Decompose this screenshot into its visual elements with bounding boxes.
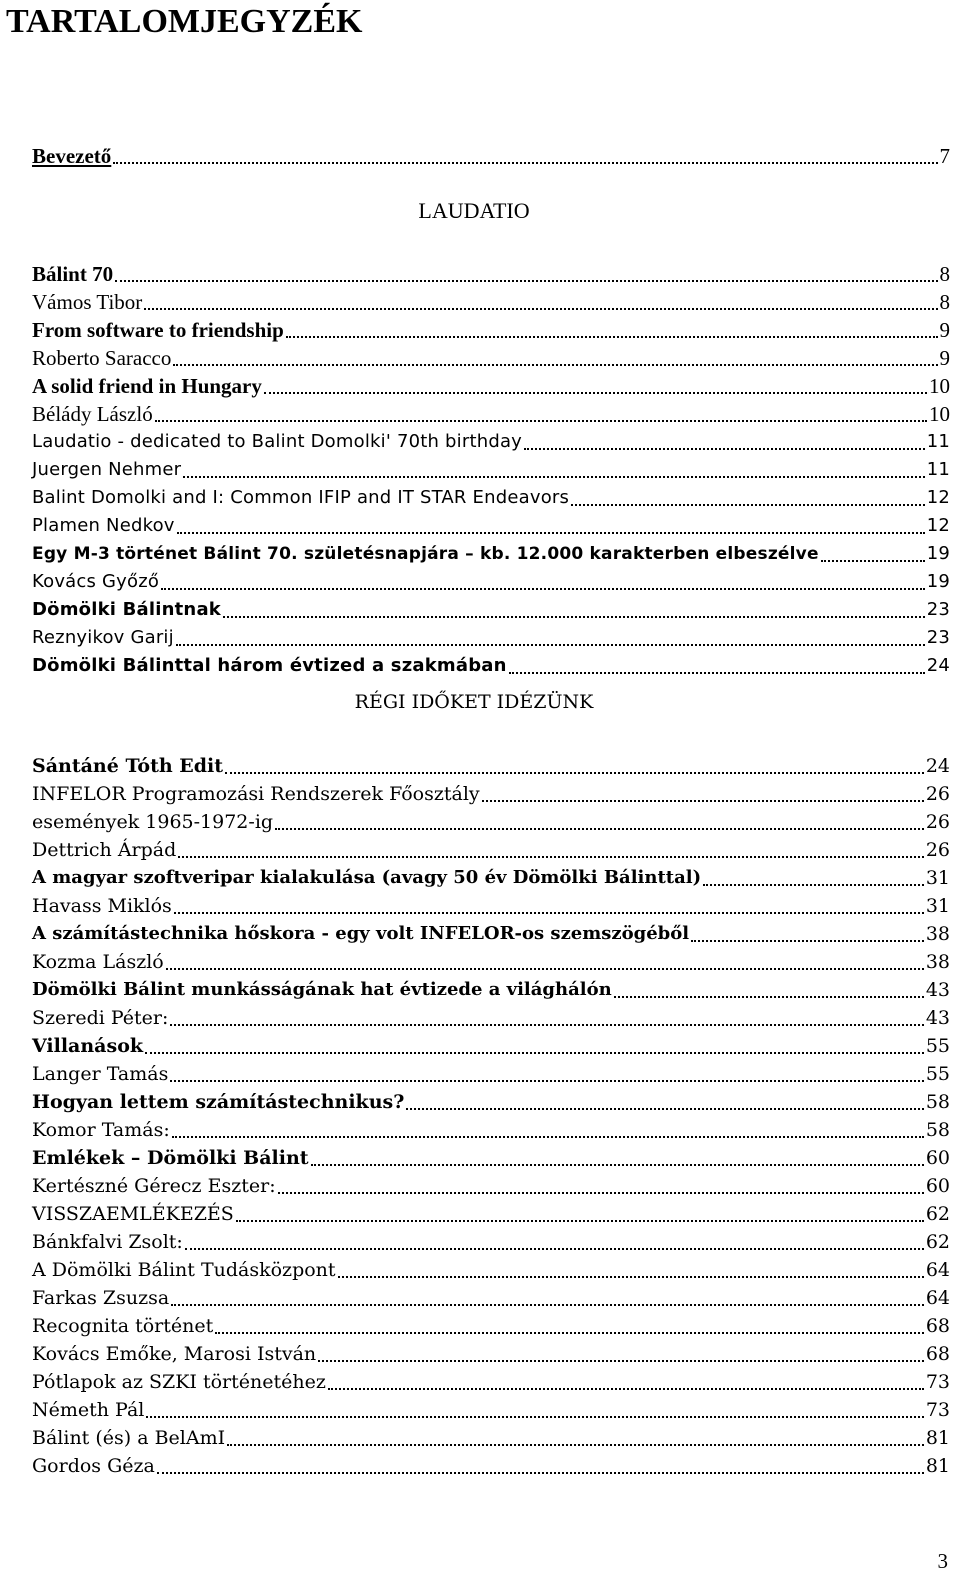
toc-entry-page: 68 (925, 1315, 950, 1337)
toc-entry-page: 12 (926, 515, 950, 536)
toc-entry-page: 73 (925, 1399, 950, 1421)
toc-entry-title: Sántáné Tóth Edit (32, 755, 224, 777)
toc-entry-title: Bélády László (32, 402, 153, 426)
dot-leader (170, 1080, 923, 1082)
toc-entry-title: Németh Pál (32, 1399, 145, 1421)
toc-entry-title: VISSZAEMLÉKEZÉS (32, 1203, 234, 1225)
toc-entry-title: Bálint 70 (32, 262, 114, 286)
dot-leader (172, 1136, 924, 1138)
toc-entry[interactable] (32, 1424, 950, 1452)
toc-entry-title: Villanások (32, 1035, 144, 1057)
toc-entry-page: 73 (925, 1371, 950, 1393)
toc-entry[interactable] (32, 920, 950, 948)
toc-entry-page: 68 (925, 1343, 950, 1365)
dot-leader (691, 940, 924, 942)
toc-entry-page: 12 (926, 487, 950, 508)
toc-entry[interactable] (32, 1368, 950, 1396)
toc-entry[interactable] (32, 1228, 950, 1256)
toc-entry-page: 81 (925, 1455, 950, 1477)
page-number: 3 (937, 1549, 948, 1573)
toc-entry[interactable] (32, 1200, 950, 1228)
toc-entry-page: 62 (925, 1203, 950, 1225)
toc-entry-intro[interactable] (32, 142, 950, 170)
toc-entry-title: Langer Tamás (32, 1063, 169, 1085)
toc-entry[interactable] (32, 568, 950, 596)
toc-entry-page: 64 (925, 1287, 950, 1309)
toc-entry[interactable] (32, 624, 950, 652)
dot-leader (155, 420, 927, 422)
toc-entry-title: A számítástechnika hőskora - egy volt INFELOR-os szemszögéből (32, 923, 690, 944)
dot-leader (178, 856, 924, 858)
toc-entry-page: 10 (929, 402, 950, 426)
toc-entry-title: INFELOR Programozási Rendszerek Főosztály (32, 783, 480, 805)
toc-entry-title: Pótlapok az SZKI történetéhez (32, 1371, 326, 1393)
toc-entry[interactable] (32, 1284, 950, 1312)
toc-entry[interactable] (32, 512, 950, 540)
toc-entry-page: 24 (926, 655, 950, 676)
toc-entry-page: 8 (939, 262, 950, 286)
toc-entry[interactable] (32, 892, 950, 920)
dot-leader (215, 1332, 924, 1334)
toc-entry[interactable] (32, 540, 950, 568)
section-heading-laudatio: LAUDATIO (418, 198, 530, 223)
toc-entry[interactable] (32, 1032, 950, 1060)
toc-entry-title: Komor Tamás: (32, 1119, 170, 1141)
toc-entry-page: 38 (925, 951, 950, 973)
toc-entry[interactable] (32, 1340, 950, 1368)
dot-leader (278, 1192, 924, 1194)
dot-leader (115, 280, 937, 282)
toc-entry-title: Reznyikov Garij (32, 627, 174, 648)
toc-entry[interactable] (32, 1452, 950, 1480)
toc-entry-title: From software to friendship (32, 318, 284, 342)
toc-entry[interactable] (32, 780, 950, 808)
dot-leader (223, 616, 925, 618)
toc-entry[interactable] (32, 456, 950, 484)
toc-entry-title: A solid friend in Hungary (32, 374, 262, 398)
toc-entry[interactable] (32, 948, 950, 976)
dot-leader (318, 1360, 924, 1362)
toc-entry[interactable] (32, 260, 950, 288)
toc-entry-title: Kovács Emőke, Marosi István (32, 1343, 317, 1365)
toc-entry-title: Balint Domolki and I: Common IFIP and IT STAR Endeavors (32, 487, 570, 508)
toc-entry-page: 26 (925, 783, 950, 805)
section-heading-regi: RÉGI IDŐKET IDÉZÜNK (354, 691, 594, 713)
toc-entry-page: 60 (925, 1175, 950, 1197)
toc-entry[interactable] (32, 1116, 950, 1144)
dot-leader (157, 1472, 924, 1474)
dot-leader (338, 1276, 924, 1278)
dot-leader (161, 588, 925, 590)
toc-entry[interactable] (32, 836, 950, 864)
toc-entry[interactable] (32, 288, 950, 316)
dot-leader (225, 772, 924, 774)
toc-entry[interactable] (32, 596, 950, 624)
dot-leader (571, 504, 925, 506)
toc-entry-page: 62 (925, 1231, 950, 1253)
dot-leader (145, 1052, 924, 1054)
dot-leader (406, 1108, 923, 1110)
toc-entry-page: 38 (925, 923, 950, 945)
toc-entry[interactable] (32, 752, 950, 780)
toc-entry-page: 8 (939, 290, 950, 314)
dot-leader (821, 560, 925, 562)
toc-entry-title: Gordos Géza (32, 1455, 155, 1477)
toc-entry-page: 23 (926, 627, 950, 648)
toc-entry-page: 55 (925, 1035, 950, 1057)
dot-leader (328, 1388, 924, 1390)
dot-leader (275, 828, 924, 830)
toc-entry-title: Dömölki Bálinttal három évtized a szakmában (32, 655, 507, 676)
dot-leader (170, 1024, 923, 1026)
dot-leader (264, 392, 927, 394)
toc-entry[interactable] (32, 1312, 950, 1340)
toc-entry-page: 24 (925, 755, 950, 777)
toc-entry-title: A magyar szoftveripar kialakulása (avagy 50 év Dömölki Bálinttal) (32, 867, 702, 888)
toc-entry-page: 64 (925, 1259, 950, 1281)
toc-entry-title: Bevezető (32, 144, 112, 168)
toc-entry[interactable] (32, 1256, 950, 1284)
toc-entry-title: Farkas Zsuzsa (32, 1287, 170, 1309)
toc-entry-page: 43 (925, 1007, 950, 1029)
dot-leader (146, 1416, 923, 1418)
toc-entry[interactable] (32, 1060, 950, 1088)
toc-entry-page: 58 (925, 1091, 950, 1113)
toc-entry-page: 9 (939, 318, 950, 342)
toc-entry-title: Bánkfalvi Zsolt: (32, 1231, 183, 1253)
dot-leader (176, 644, 925, 646)
toc-entry-page: 9 (939, 346, 950, 370)
dot-leader (166, 968, 924, 970)
toc-entry-page: 11 (926, 431, 950, 452)
toc-entry-title: Hogyan lettem számítástechnikus? (32, 1091, 405, 1113)
toc-entry-title: Kozma László (32, 951, 164, 973)
toc-entry-page: 43 (925, 979, 950, 1001)
toc-entry-title: Laudatio - dedicated to Balint Domolki' 70th birthday (32, 431, 523, 452)
dot-leader (174, 912, 924, 914)
toc-entry-page: 55 (925, 1063, 950, 1085)
toc-entry[interactable] (32, 808, 950, 836)
dot-leader (144, 308, 937, 310)
toc-entry-page: 58 (925, 1119, 950, 1141)
toc-entry[interactable] (32, 484, 950, 512)
toc-entry[interactable] (32, 976, 950, 1004)
dot-leader (614, 996, 924, 998)
toc-entry-title: Emlékek – Dömölki Bálint (32, 1147, 309, 1169)
dot-leader (482, 800, 924, 802)
dot-leader (113, 162, 937, 164)
dot-leader (311, 1164, 924, 1166)
dot-leader (509, 672, 925, 674)
toc-entry[interactable] (32, 652, 950, 680)
dot-leader (286, 336, 938, 338)
toc-entry-page: 10 (929, 374, 950, 398)
toc-entry[interactable] (32, 1004, 950, 1032)
toc-entry-title: Dömölki Bálint munkásságának hat évtizede a világhálón (32, 979, 612, 1000)
dot-leader (177, 532, 925, 534)
toc-entry[interactable] (32, 400, 950, 428)
toc-entry[interactable] (32, 344, 950, 372)
toc-entry-title: Kertészné Gérecz Eszter: (32, 1175, 276, 1197)
toc-entry-title: Kovács Győző (32, 571, 160, 592)
toc-entry-page: 81 (925, 1427, 950, 1449)
toc-entry[interactable] (32, 1396, 950, 1424)
toc-entry-title: A Dömölki Bálint Tudásközpont (32, 1259, 336, 1281)
toc-entry-page: 23 (926, 599, 950, 620)
toc-entry-title: Dettrich Árpád (32, 839, 177, 861)
toc-entry-title: Vámos Tibor (32, 290, 143, 314)
toc-entry-page: 19 (926, 571, 950, 592)
dot-leader (703, 884, 924, 886)
dot-leader (185, 1248, 924, 1250)
toc-entry-title: események 1965-1972-ig (32, 811, 274, 833)
toc-entry-page: 31 (925, 895, 950, 917)
toc-entry-title: Recognita történet (32, 1315, 214, 1337)
toc-entry-page: 7 (939, 144, 950, 168)
toc-entry-page: 26 (925, 839, 950, 861)
toc-entry-title: Bálint (és) a BelAmI (32, 1427, 226, 1449)
dot-leader (236, 1220, 924, 1222)
dot-leader (173, 364, 937, 366)
toc-entry-page: 19 (926, 543, 950, 564)
toc-entry[interactable] (32, 1088, 950, 1116)
dot-leader (524, 448, 925, 450)
dot-leader (227, 1444, 924, 1446)
toc-entry[interactable] (32, 864, 950, 892)
toc-entry-page: 31 (925, 867, 950, 889)
dot-leader (183, 476, 924, 478)
toc-entry-title: Plamen Nedkov (32, 515, 175, 536)
toc-entry[interactable] (32, 1172, 950, 1200)
toc-entry-title: Szeredi Péter: (32, 1007, 169, 1029)
toc-entry-title: Dömölki Bálintnak (32, 599, 221, 620)
toc-entry[interactable] (32, 428, 950, 456)
dot-leader (171, 1304, 924, 1306)
toc-entry[interactable] (32, 316, 950, 344)
toc-entry-title: Roberto Saracco (32, 346, 172, 370)
toc-entry-title: Egy M-3 történet Bálint 70. születésnapjára – kb. 12.000 karakterben elbeszélve (32, 544, 819, 564)
toc-entry-title: Juergen Nehmer (32, 459, 182, 480)
toc-entry-page: 60 (925, 1147, 950, 1169)
toc-entry[interactable] (32, 372, 950, 400)
toc-entry[interactable] (32, 1144, 950, 1172)
toc-entry-page: 11 (926, 459, 950, 480)
page-title: TARTALOMJEGYZÉK (6, 3, 363, 40)
toc-entry-page: 26 (925, 811, 950, 833)
toc-entry-title: Havass Miklós (32, 895, 172, 917)
